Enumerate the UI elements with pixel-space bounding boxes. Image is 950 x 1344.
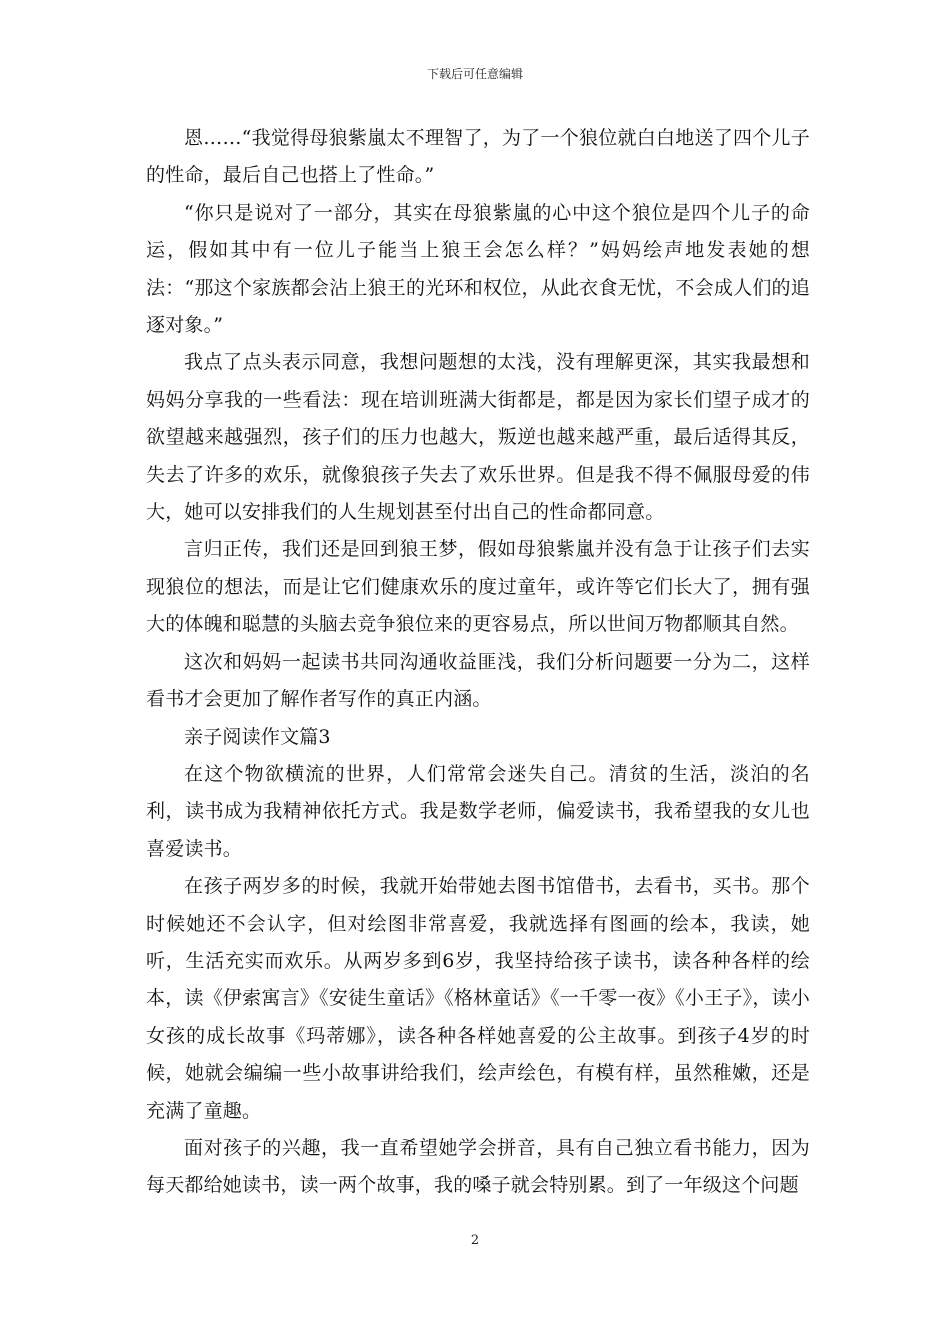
paragraph: 在孩子两岁多的时候，我就开始带她去图书馆借书，去看书，买书。那个时候她还不会认字，但对绘图非常喜爱，我就选择有图画的绘本，我读，她听，生活充实而欢乐。从两岁多到6岁，我坚持给孩子读书，读各种各样的绘本，读《伊索寓言》《安徒生童话》《格林童话》《一千零一夜》《小王子》，读小女孩的成长故事《玛蒂娜》，读各种各样她喜爱的公主故事。到孩子4岁的时候，她就会编编一些小故事讲给我们，绘声绘色，有模有样，虽然稚嫩，还是充满了童趣。 <box>146 875 810 1122</box>
page-number: 2 <box>470 1233 480 1248</box>
paragraph: 恩……“我觉得母狼紫嵐太不理智了，为了一个狼位就白白地送了四个儿子的性命，最后自己也搭上了性命。” <box>146 127 810 187</box>
paragraph: 我点了点头表示同意，我想问题想的太浅，没有理解更深，其实我最想和妈妈分享我的一些看法：现在培训班满大街都是，都是因为家长们望子成才的欲望越来越强烈，孩子们的压力也越大，叛逆也越来越严重，最后适得其反，失去了许多的欢乐，就像狼孩子失去了欢乐世界。但是我不得不佩服母爱的伟大，她可以安排我们的人生规划甚至付出自己的性命都同意。 <box>146 351 810 524</box>
paragraph: 在这个物欲横流的世界，人们常常会迷失自己。清贫的生活，淡泊的名利，读书成为我精神依托方式。我是数学老师，偏爱读书，我希望我的女儿也喜爱读书。 <box>146 762 810 860</box>
paragraph: 言归正传，我们还是回到狼王梦，假如母狼紫嵐并没有急于让孩子们去实现狼位的想法，而是让它们健康欢乐的度过童年，或许等它们长大了，拥有强大的体魄和聪慧的头脑去竞争狼位来的更容易点，所以世间万物都顺其自然。 <box>146 538 810 636</box>
document-body <box>146 120 810 1205</box>
section-heading: 亲子阅读作文篇3 <box>184 725 331 748</box>
paragraph: “你只是说对了一部分，其实在母狼紫嵐的心中这个狼位是四个儿子的命运，假如其中有一位儿子能当上狼王会怎么样？”妈妈绘声地发表她的想法：“那这个家族都会沾上狼王的光环和权位，从此衣食无忧，不会成人们的追逐对象。” <box>146 201 810 337</box>
paragraph: 面对孩子的兴趣，我一直希望她学会拼音，具有自己独立看书能力，因为每天都给她读书，读一两个故事，我的嗓子就会特别累。到了一年级这个问题 <box>146 1136 810 1197</box>
page-header: 下载后可任意编辑 <box>426 67 523 81</box>
paragraph: 这次和妈妈一起读书共同沟通收益匪浅，我们分析问题要一分为二，这样看书才会更加了解作者写作的真正内涵。 <box>146 650 810 711</box>
